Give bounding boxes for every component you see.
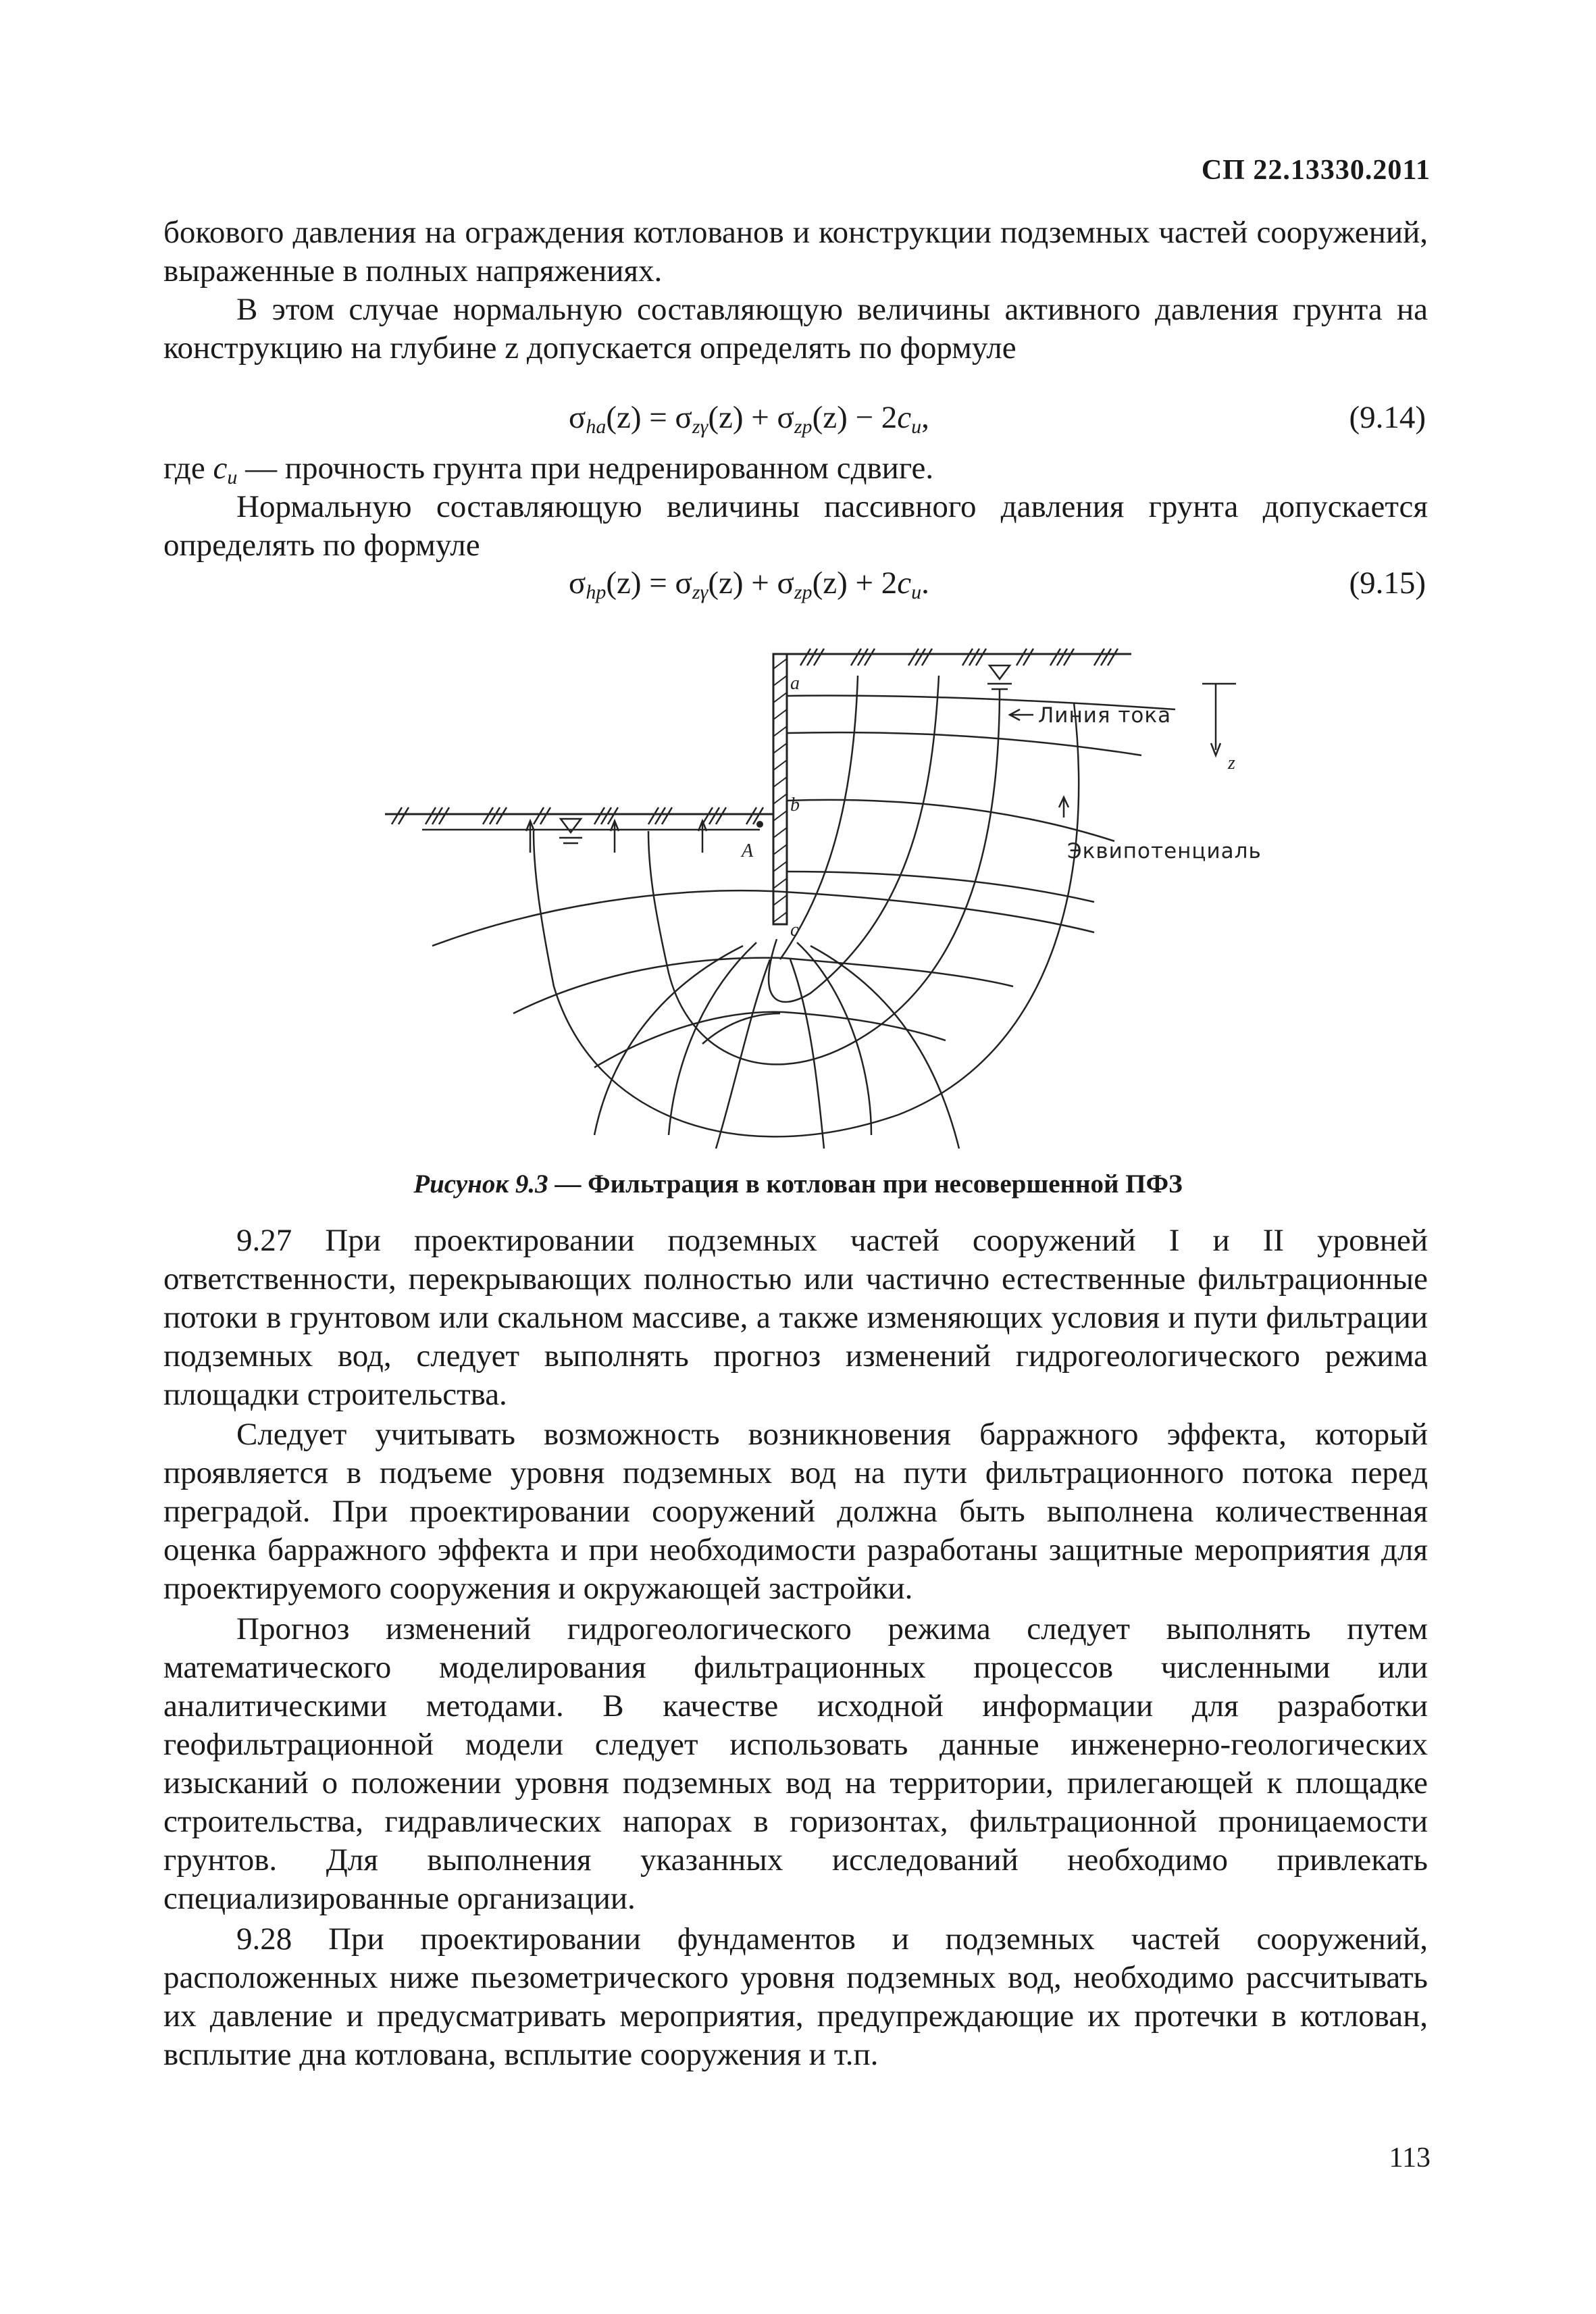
formula-text: (z) + 2 [812, 565, 898, 601]
equipotential-lines [432, 696, 1175, 1067]
upper-ground-hatching [800, 649, 1118, 665]
paragraph-9-27: 9.27 При проектировании подземных частей сооружений I и II уровней ответственности, перекрывающих полностью или частично естественные фильтрационные потоки в грунтовом или скальном массиве, а также изменяющих условия и пути фильтрации подземных вод, следует выполнять прогноз изменений гидрогеологического режима площадки строительства. [163, 1223, 1428, 1412]
formula-symbol: σ [675, 565, 692, 601]
paragraph-active-pressure: В этом случае нормальную составляющую величины активного давления грунта на конструкцию на глубине z допускается определять по формуле [163, 292, 1428, 366]
wall-hatching [773, 659, 787, 922]
label-c: c [790, 920, 799, 940]
label-A: A [742, 840, 754, 861]
formula-text: , [921, 400, 929, 435]
flow-line-label: Линия тока [1038, 703, 1172, 728]
formula-text: (z) + [708, 400, 777, 435]
point-A-marker [756, 821, 763, 828]
formula-symbol: σ [569, 400, 586, 435]
paragraph-barrage-effect: Следует учитывать возможность возникновения барражного эффекта, который проявляется в подъеме уровня подземных вод на пути фильтрационного потока перед преградой. При проектировании сооружений должна быть выполнена количественная оценка барражного эффекта и при необходимости разработаны защитные мероприятия для проектируемого сооружения и окружающей застройки. [163, 1417, 1428, 1606]
formula-subscript: zγ [692, 416, 709, 438]
formula-subscript: hp [586, 581, 607, 603]
formula-text: (z) = [606, 400, 675, 435]
flow-lines [534, 676, 1079, 1149]
formula-symbol: c [213, 451, 228, 486]
label-a: a [790, 673, 800, 694]
lower-ground-hatching [392, 807, 763, 824]
label-b: b [790, 795, 800, 815]
formula-subscript: ha [586, 416, 607, 438]
page-number: 113 [1389, 2142, 1431, 2173]
paragraph-9-28: 9.28 При проектировании фундаментов и подземных частей сооружений, расположенных ниже пьезометрического уровня подземных вод, необходимо рассчитывать их давление и предусматривать мероприятия, предупреждающие их протечки в котлован, всплытие дна котлована, всплытие сооружения и т.п. [163, 1921, 1428, 2072]
formula-symbol: σ [569, 565, 586, 601]
figure-caption [0, 1169, 1596, 1199]
caption-lead: Рисунок 9.3 [413, 1169, 548, 1199]
formula-symbol: σ [675, 400, 692, 435]
formula-symbol: c [897, 565, 912, 601]
paragraph-passive-pressure: Нормальную составляющую величины пассивного давления грунта допускается определять по формуле [163, 489, 1428, 563]
formula-subscript: zγ [692, 581, 709, 603]
formula-subscript: zp [794, 581, 813, 603]
formula-text: (z) = [606, 565, 675, 601]
upflow-arrows [526, 821, 706, 853]
paragraph-lateral-pressure: бокового давления на ограждения котлованов и конструкции подземных частей сооружений, выраженные в полных напряжениях. [163, 215, 1428, 288]
formula-subscript: zp [794, 416, 813, 438]
formula-number-9-15: (9.15) [1349, 565, 1426, 601]
paragraph-forecast: Прогноз изменений гидрогеологического режима следует выполнять путем математического моделирования фильтрационных процессов численными или аналитическими методами. В качестве исходной информации для разработки геофильтрационной модели следует использовать данные инженерно-геологических изысканий о положении уровня подземных вод на территории, прилегающей к площадке строительства, гидравлических напорах в горизонтах, фильтрационной проницаемости грунтов. Для выполнения указанных исследований необходимо привлекать специализированные организации. [163, 1611, 1428, 1916]
text: где [163, 451, 213, 486]
formula-text: (z) − 2 [812, 400, 898, 435]
text: — прочность грунта при недренированном сдвиге. [237, 451, 934, 486]
label-z: z [1228, 753, 1235, 774]
formula-number-9-14: (9.14) [1349, 400, 1426, 435]
formula-subscript: u [227, 466, 238, 488]
formula-subscript: u [911, 581, 922, 603]
formula-subscript: u [911, 416, 922, 438]
formula-text: (z) + [708, 565, 777, 601]
formula-symbol: σ [777, 400, 794, 435]
caption-text: — Фильтрация в котлован при несовершенной ПФЗ [548, 1169, 1183, 1199]
formula-symbol: c [897, 400, 912, 435]
upper-water-level-icon [989, 665, 1010, 679]
equipotential-label: Эквипотенциаль [1067, 839, 1262, 863]
formula-text: . [921, 565, 929, 601]
formula-symbol: σ [777, 565, 794, 601]
standard-code: СП 22.13330.2011 [1201, 155, 1431, 186]
